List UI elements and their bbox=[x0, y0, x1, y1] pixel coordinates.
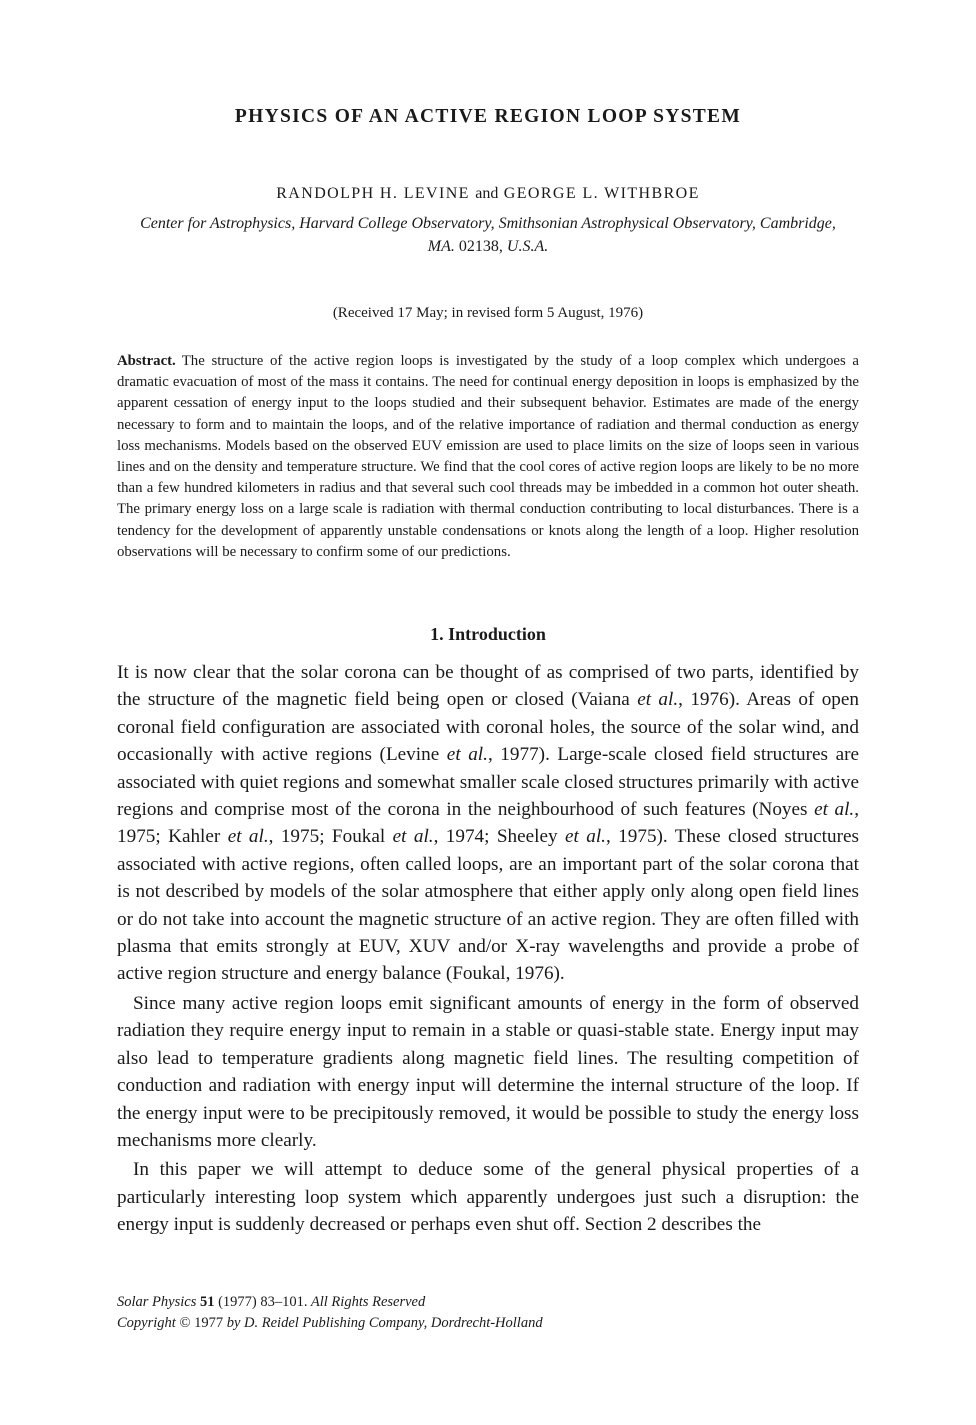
text-run: , 1975; Foukal bbox=[268, 826, 393, 848]
copyright-word: Copyright bbox=[117, 1315, 176, 1331]
body-text bbox=[117, 659, 859, 1241]
paragraph: Since many active region loops emit significant amounts of energy in the form of observed radiation they require energy input to remain in a stable or quasi-stable state. Energy input may also lead to temperature gradients along magnetic field lines. The resulting competition of conduction and radiation with energy input will determine the internal structure of the loop. If the energy input were to be precipitously removed, it would be possible to study the energy loss mechanisms more clearly. bbox=[117, 992, 859, 1151]
affiliation bbox=[112, 212, 864, 258]
paragraph bbox=[117, 659, 859, 988]
abstract bbox=[117, 351, 859, 563]
citation-etal: et al. bbox=[637, 689, 679, 711]
text-run: , 1975). These closed structures associated with active regions, often called loops, are an important part of the solar corona that is not described by models of the solar atmosphere that either apply only along open field lines or do not take into account the magnetic structure of an active region. They are often filled with plasma that emits strongly at EUV, XUV and/or X-ray wavelengths and provide a probe of active region structure and energy balance (Foukal, 1976). bbox=[117, 826, 859, 985]
page-footer bbox=[117, 1292, 859, 1334]
author-conjunction: and bbox=[475, 185, 499, 202]
paper-title: PHYSICS OF AN ACTIVE REGION LOOP SYSTEM bbox=[234, 106, 742, 127]
copyright-year: 1977 bbox=[194, 1315, 224, 1331]
author-line bbox=[0, 185, 976, 203]
section-heading: 1. Introduction bbox=[430, 624, 546, 644]
author-name: GEORGE L. WITHBROE bbox=[503, 185, 700, 202]
affiliation-country: U.S.A. bbox=[506, 238, 549, 255]
copyright-symbol: © bbox=[179, 1315, 191, 1331]
journal-pages: (1977) 83–101. bbox=[218, 1294, 308, 1310]
abstract-label: Abstract. bbox=[117, 353, 176, 369]
text-run: , 1975; Kahler bbox=[117, 799, 859, 848]
journal-volume: 51 bbox=[199, 1294, 215, 1310]
affiliation-state: MA. bbox=[427, 238, 455, 255]
rights-text: All Rights Reserved bbox=[310, 1294, 426, 1310]
citation-etal: et al. bbox=[814, 799, 855, 821]
affiliation-zip: 02138, bbox=[458, 238, 503, 255]
text-run: It is now clear that the solar corona can be thought of as comprised of two parts, identified by the structure of the magnetic field being open or closed (Vaiana bbox=[117, 662, 859, 711]
citation-etal: et al. bbox=[446, 744, 488, 766]
citation-etal: et al. bbox=[392, 826, 434, 848]
received-dates: (Received 17 May; in revised form 5 August, 1976) bbox=[332, 305, 644, 321]
affiliation-line: Center for Astrophysics, Harvard College Observatory, Smithsonian Astrophysical Observatory, Cambridge, bbox=[140, 215, 836, 232]
text-run: , 1974; Sheeley bbox=[433, 826, 566, 848]
journal-name: Solar Physics bbox=[117, 1294, 197, 1310]
citation-etal: et al. bbox=[565, 826, 606, 848]
publisher-text: by D. Reidel Publishing Company, Dordrecht-Holland bbox=[226, 1315, 543, 1331]
abstract-text: The structure of the active region loops is investigated by the study of a loop complex which undergoes a dramatic evacuation of most of the mass it contains. The need for continual energy deposition in loops is emphasized by the apparent cessation of energy input to the loops studied and their subsequent behavior. Estimates are made of the energy necessary to form and to maintain the loops, and of the relative importance of radiation and thermal conduction as energy loss mechanisms. Models based on the observed EUV emission are used to place limits on the size of loops seen in various lines and on the density and temperature structure. We find that the cool cores of active region loops are likely to be no more than a few hundred kilometers in radius and that several such cool threads may be imbedded in a common hot outer sheath. The primary energy loss on a large scale is radiation with thermal conduction contributing to local disturbances. There is a tendency for the development of apparently unstable condensations or knots along the length of a loop. Higher resolution observations will be necessary to confirm some of our predictions. bbox=[117, 353, 859, 560]
paragraph: In this paper we will attempt to deduce some of the general physical properties of a particularly interesting loop system which apparently undergoes just such a disruption: the energy input is suddenly decreased or perhaps even shut off. Section 2 describes the bbox=[117, 1159, 859, 1236]
text-run: , 1976). Areas of open coronal field configuration are associated with coronal holes, the source of the solar wind, and occasionally with active regions (Levine bbox=[117, 689, 859, 766]
author-name: RANDOLPH H. LEVINE bbox=[276, 185, 470, 202]
text-run: , 1977). Large-scale closed field structures are associated with quiet regions and somewhat smaller scale closed structures primarily with active regions and comprise most of the corona in the neighbourhood of such features (Noyes bbox=[117, 744, 860, 821]
citation-etal: et al. bbox=[227, 826, 269, 848]
